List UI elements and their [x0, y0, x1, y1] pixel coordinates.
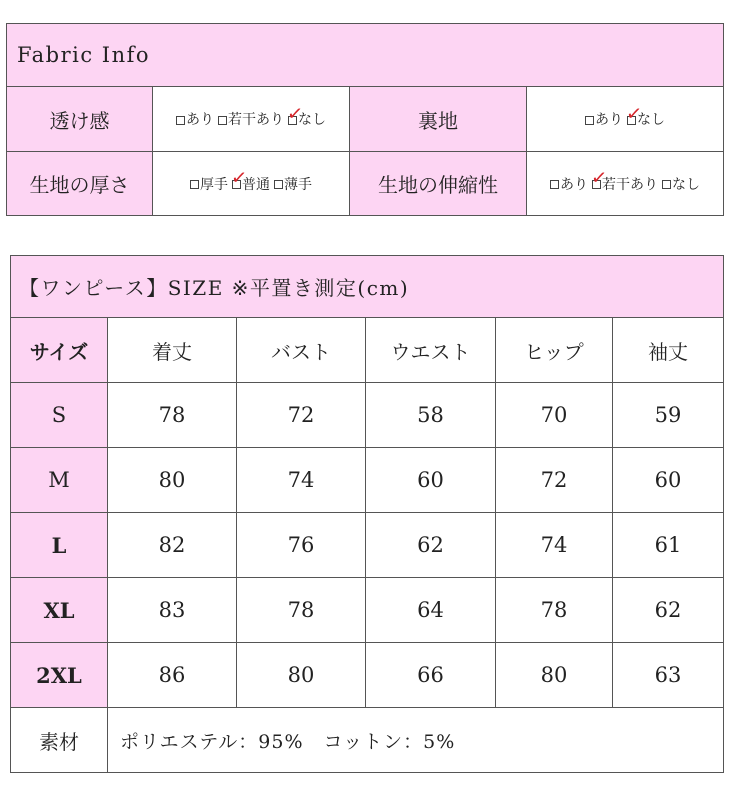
option-item — [274, 174, 312, 194]
table-cell: 60 — [366, 448, 496, 512]
table-cell: 80 — [496, 643, 613, 707]
fabric-options — [527, 152, 723, 215]
table-cell: 80 — [237, 643, 366, 707]
table-cell: 80 — [108, 448, 237, 512]
fabric-options — [153, 87, 350, 151]
option-item-checked — [229, 166, 270, 194]
fabric-info-table — [6, 23, 724, 216]
checkbox-icon — [176, 116, 185, 125]
table-cell: 60 — [654, 468, 682, 492]
size-table — [10, 255, 724, 773]
option-label: なし — [672, 176, 700, 193]
fabric-info-row — [7, 87, 723, 152]
header-cell: 袖丈 — [648, 339, 688, 364]
table-cell: 74 — [237, 448, 366, 512]
size-label-cell: XL — [11, 578, 108, 642]
table-cell: 82 — [108, 513, 237, 577]
option-label: なし — [637, 112, 665, 128]
option-item — [218, 109, 284, 129]
option-item-checked — [624, 101, 665, 129]
table-row — [11, 448, 723, 513]
table-cell: 62 — [654, 598, 682, 622]
header-cell: サイズ — [11, 318, 108, 382]
fabric-options — [527, 87, 723, 151]
table-cell: 83 — [108, 578, 237, 642]
option-label: あり — [595, 112, 623, 128]
header-cell: バスト — [237, 318, 366, 382]
table-cell: 64 — [366, 578, 496, 642]
checkbox-icon — [218, 116, 227, 125]
option-item — [190, 174, 228, 194]
table-cell: 66 — [366, 643, 496, 707]
size-header-row — [11, 318, 723, 383]
table-cell: 86 — [108, 643, 237, 707]
fabric-label: 生地の伸縮性 — [350, 152, 527, 215]
fabric-label: 生地の厚さ — [7, 152, 153, 215]
size-label-cell: M — [11, 448, 108, 512]
checkbox-icon — [229, 166, 249, 190]
table-cell: 61 — [654, 533, 682, 557]
option-label: 薄手 — [284, 176, 312, 193]
header-cell: ウエスト — [366, 318, 496, 382]
checkbox-icon — [190, 180, 199, 189]
material-label: 素材 — [11, 708, 108, 772]
size-label-cell: 2XL — [11, 643, 108, 707]
option-item-checked — [589, 166, 658, 194]
option-item — [550, 174, 588, 194]
check-mark-icon: ✓ — [285, 101, 305, 126]
table-cell: 62 — [366, 513, 496, 577]
option-item — [176, 109, 214, 129]
checkbox-icon — [624, 101, 644, 126]
table-cell: 78 — [496, 578, 613, 642]
checkbox-icon — [285, 101, 305, 126]
table-cell: 58 — [366, 383, 496, 447]
size-label-cell: S — [11, 383, 108, 447]
table-cell: 70 — [496, 383, 613, 447]
table-row — [11, 513, 723, 578]
fabric-info-row — [7, 152, 723, 215]
option-item — [662, 174, 700, 194]
material-value: ポリエステル：95% コットン：5% — [120, 730, 456, 753]
option-label: なし — [298, 112, 326, 128]
option-label: あり — [560, 176, 588, 193]
table-row — [11, 578, 723, 643]
option-label: 普通 — [242, 176, 270, 193]
header-cell: 着丈 — [108, 318, 237, 382]
checkbox-icon — [274, 180, 283, 189]
checkbox-icon — [662, 180, 671, 189]
header-cell: ヒップ — [496, 318, 613, 382]
table-cell: 78 — [108, 383, 237, 447]
checkbox-icon — [550, 180, 559, 189]
option-item — [585, 109, 623, 129]
option-label: あり — [186, 112, 214, 128]
fabric-options — [153, 152, 350, 215]
check-mark-icon: ✓ — [624, 101, 644, 126]
option-label: 若干あり — [228, 112, 284, 128]
option-label: 若干あり — [602, 176, 658, 193]
fabric-label: 透け感 — [7, 87, 153, 151]
material-row — [11, 708, 723, 772]
size-table-title: 【ワンピース】SIZE ※平置き測定(cm) — [11, 256, 723, 318]
option-item-checked — [285, 101, 326, 129]
checkbox-icon — [585, 116, 594, 125]
size-label-cell: L — [11, 513, 108, 577]
table-row — [11, 383, 723, 448]
table-cell: 78 — [237, 578, 366, 642]
table-cell: 72 — [237, 383, 366, 447]
table-cell: 59 — [654, 403, 682, 427]
option-label: 厚手 — [200, 176, 228, 193]
check-mark-icon: ✓ — [229, 166, 249, 190]
fabric-info-title: Fabric Info — [7, 24, 723, 87]
table-cell: 76 — [237, 513, 366, 577]
fabric-label: 裏地 — [350, 87, 527, 151]
table-cell: 63 — [654, 663, 682, 687]
table-cell: 72 — [496, 448, 613, 512]
table-cell: 74 — [496, 513, 613, 577]
table-row — [11, 643, 723, 708]
check-mark-icon: ✓ — [589, 166, 609, 190]
checkbox-icon — [589, 166, 609, 190]
